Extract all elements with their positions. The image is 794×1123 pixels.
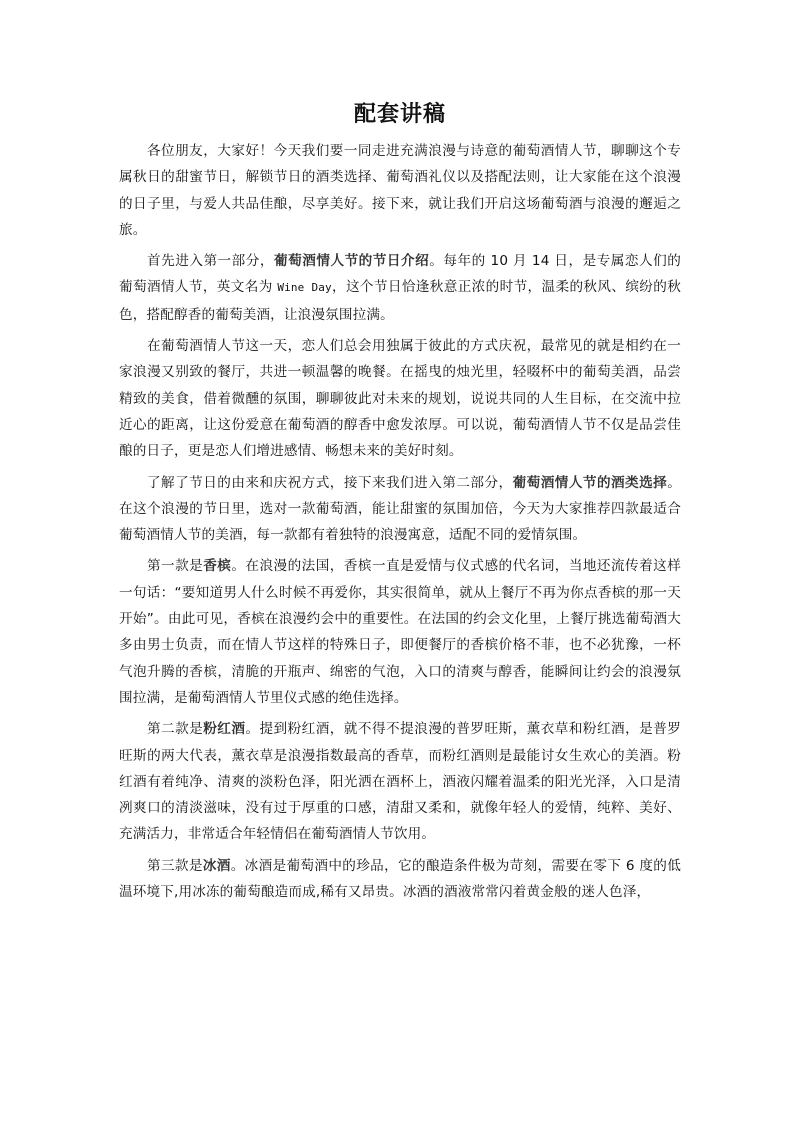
highlight-section-heading: 葡萄酒情人节的酒类选择: [512, 474, 668, 491]
paragraph-part-one: [119, 248, 681, 328]
text-segment: 。冰酒是葡萄酒中的珍品，它的酿造条件极为苛刻，需要在零下 6 度的低温环境下,用冰冻的葡萄酿造而成,稀有又昂贵。冰酒的酒液常常闪着黄金般的迷人色泽，: [119, 857, 681, 901]
paragraph-icewine: [119, 853, 681, 906]
text-segment: 第一款是: [147, 558, 204, 575]
paragraph-champagne: [119, 553, 681, 711]
paragraph-rose: [119, 716, 681, 847]
paragraph-part-two: [119, 470, 681, 549]
text-segment: 第二款是: [147, 721, 204, 738]
text-segment: 。在浪漫的法国，香槟一直是爱情与仪式感的代名词，当地还流传着这样一句话：“要知道男人什么时候不再爱你，其实很简单，就从上餐厅不再为你点香槟的那一天开始”。由此可见，香槟在浪漫约会中的重要性。在法国的约会文化里，上餐厅挑选葡萄酒大多由男士负责，而在情人节这样的特殊日子，即便餐厅的香槟价格不菲，也不必犹豫，一杯气泡升腾的香槟，清脆的开瓶声、绵密的气泡，入口的清爽与醇香，能瞬间让约会的浪漫氛围拉满，是葡萄酒情人节里仪式感的绝佳选择。: [119, 558, 681, 706]
highlight-wine-name: 粉红酒: [203, 721, 246, 738]
highlight-section-heading: 葡萄酒情人节的节日介绍: [274, 253, 430, 270]
english-name: Wine Day: [277, 281, 332, 295]
highlight-wine-name: 冰酒: [202, 857, 231, 874]
text-segment: 第三款是: [147, 857, 203, 874]
text-segment: 首先进入第一部分，: [147, 253, 275, 270]
paragraph-celebration: 在葡萄酒情人节这一天，恋人们总会用独属于彼此的方式庆祝，最常见的就是相约在一家浪漫又别致的餐厅，共进一顿温馨的晚餐。在摇曳的烛光里，轻啜杯中的葡萄美酒，品尝精致的美食，借着微醺的氛围，聊聊彼此对未来的规划，说说共同的人生目标，在交流中拉近心的距离，让这份爱意在葡萄酒的醇香中愈发浓厚。可以说，葡萄酒情人节不仅是品尝佳酿的日子，更是恋人们增进感情、畅想未来的美好时刻。: [119, 338, 681, 460]
page-title: 配套讲稿: [353, 102, 446, 127]
text-segment: ，这个节日恰逢秋意正浓的时节，温柔的秋风、缤纷的秋色，搭配醇香的葡萄美酒，让浪漫氛围拉满。: [119, 279, 681, 323]
text-segment: 了解了节日的由来和庆祝方式，接下来我们进入第二部分，: [147, 474, 513, 491]
text-segment: 。提到粉红酒，就不得不提浪漫的普罗旺斯，薰衣草和粉红酒，是普罗旺斯的两大代表，薰衣草是浪漫指数最高的香草，而粉红酒则是最能讨女生欢心的美酒。粉红酒有着纯净、清爽的淡粉色泽，阳光洒在酒杯上，酒液闪耀着温柔的阳光光泽，入口是清冽爽口的清淡滋味，没有过于厚重的口感，清甜又柔和，就像年轻人的爱情，纯粹、美好、充满活力，非常适合年轻情侣在葡萄酒情人节饮用。: [119, 721, 681, 843]
paragraph-intro: 各位朋友，大家好！今天我们要一同走进充满浪漫与诗意的葡萄酒情人节，聊聊这个专属秋日的甜蜜节日，解锁节日的酒类选择、葡萄酒礼仪以及搭配法则，让大家能在这个浪漫的日子里，与爱人共品佳酿，尽享美好。接下来，就让我们开启这场葡萄酒与浪漫的邂逅之旅。: [119, 143, 681, 238]
text-segment: 。每年的 10 月 14 日，是专属恋人们的葡萄酒情人节，英文名为: [119, 253, 681, 296]
document-page: [119, 98, 681, 910]
highlight-wine-name: 香槟: [203, 558, 232, 575]
text-segment: 。在这个浪漫的节日里，选对一款葡萄酒，能让甜蜜的氛围加倍，今天为大家推荐四款最适合葡萄酒情人节的美酒，每一款都有着独特的浪漫寓意，适配不同的爱情氛围。: [119, 474, 681, 544]
